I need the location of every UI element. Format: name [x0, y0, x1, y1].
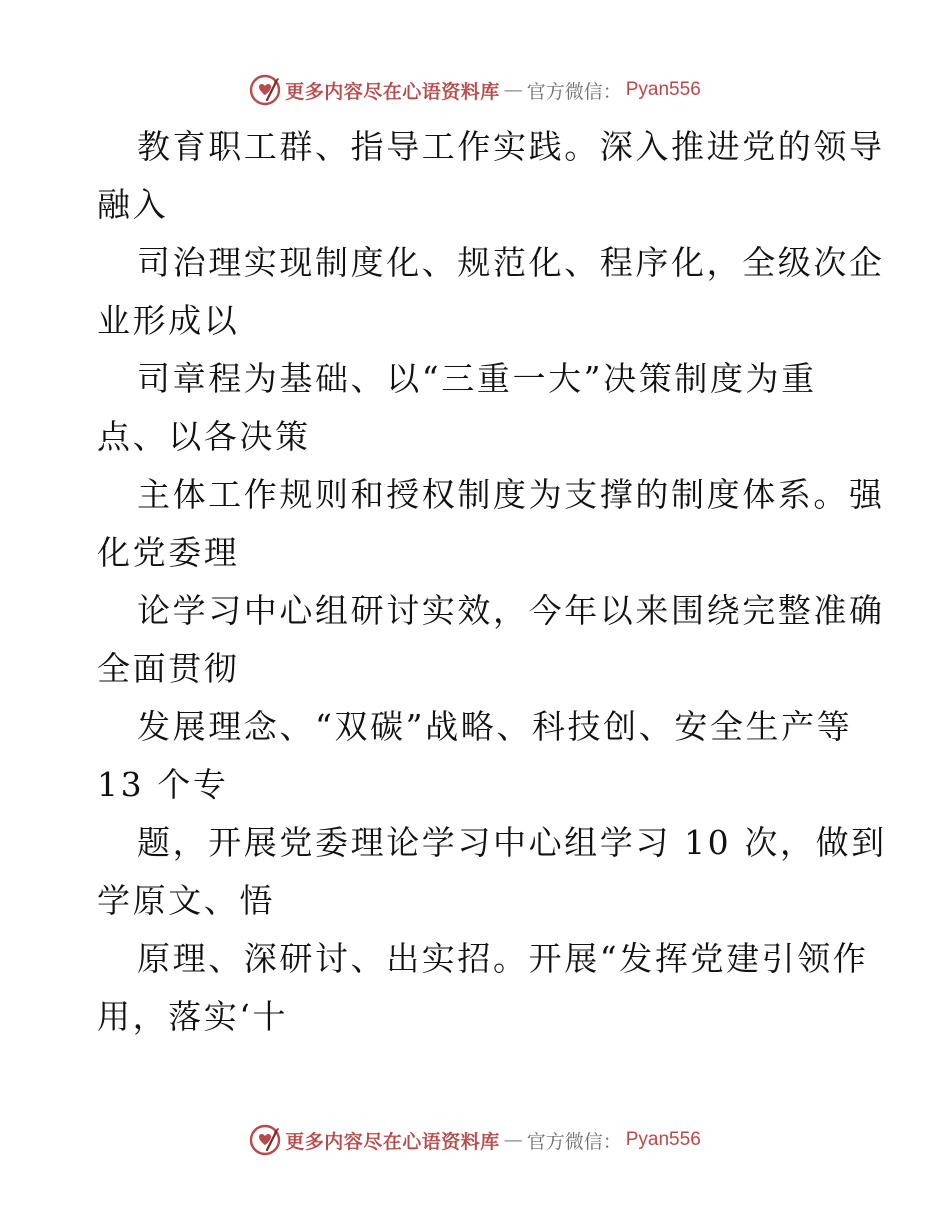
watermark-footer: [0, 1120, 950, 1160]
watermark-wechat-id: Pyan556: [625, 1129, 701, 1150]
paragraph: [97, 698, 857, 814]
heart-pen-logo-icon: [249, 1124, 281, 1156]
paragraph-first-line: 论学习中心组研讨实效，今年以来围绕完整准确: [137, 591, 885, 630]
paragraph: [97, 118, 885, 234]
paragraph-continuation: 13 个专: [97, 765, 229, 804]
paragraph-continuation: 化党委理: [97, 533, 240, 572]
watermark-dash: —: [503, 79, 523, 101]
watermark-wechat-id: Pyan556: [625, 79, 701, 100]
paragraph-first-line: 原理、深研讨、出实招。开展“发挥党建引领作: [137, 939, 869, 978]
paragraph-continuation: 全面贯彻: [97, 649, 240, 688]
paragraph-continuation: 点、以各决策: [97, 417, 311, 456]
paragraph: [97, 466, 885, 582]
paragraph-first-line: 司章程为基础、以“三重一大”决策制度为重: [137, 359, 817, 398]
watermark-group: [249, 1124, 701, 1156]
paragraph: [97, 350, 857, 466]
watermark-brand: 更多内容尽在心语资料库: [285, 80, 500, 103]
watermark-wechat-label: 官方微信：: [526, 80, 622, 103]
paragraph-continuation: 学原文、悟: [97, 881, 275, 920]
watermark-brand: 更多内容尽在心语资料库: [285, 1130, 500, 1153]
paragraph: [97, 234, 885, 350]
watermark-header: [0, 70, 950, 110]
paragraph: [97, 582, 885, 698]
paragraph-first-line: 题，开展党委理论学习中心组学习 10 次，做到: [137, 823, 887, 862]
watermark-wechat-label: 官方微信：: [526, 1130, 622, 1153]
watermark-dash: —: [503, 1129, 523, 1151]
paragraph-first-line: 发展理念、“双碳”战略、科技创、安全生产等: [137, 707, 853, 746]
paragraph: [97, 930, 869, 1046]
watermark-group: [249, 74, 701, 106]
paragraph-continuation: 业形成以: [97, 301, 240, 340]
paragraph-first-line: 主体工作规则和授权制度为支撑的制度体系。强: [137, 475, 885, 514]
heart-pen-logo-icon: [249, 74, 281, 106]
paragraph-first-line: 教育职工群、指导工作实践。深入推进党的领导: [137, 127, 885, 166]
document-body: [97, 118, 887, 1046]
paragraph-first-line: 司治理实现制度化、规范化、程序化，全级次企: [137, 243, 885, 282]
paragraph-continuation: 融入: [97, 185, 169, 224]
paragraph: [97, 814, 887, 930]
paragraph-continuation: 用，落实‘十: [97, 997, 289, 1036]
